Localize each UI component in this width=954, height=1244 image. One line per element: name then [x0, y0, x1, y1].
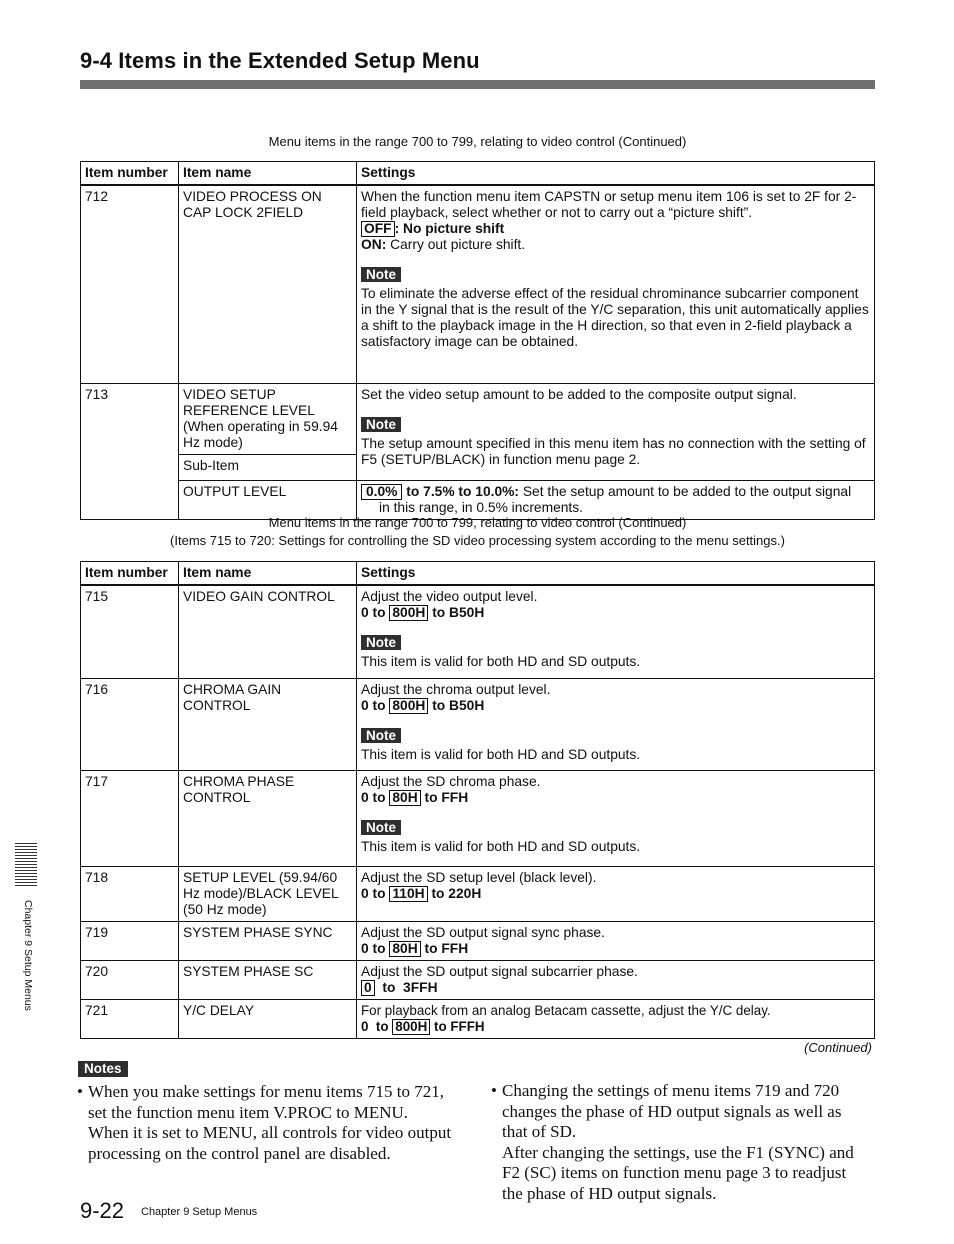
item-number: 718 — [81, 866, 179, 921]
note-tag: Note — [361, 820, 401, 835]
range-end: to FFH — [420, 940, 469, 956]
item-number: 720 — [81, 960, 179, 999]
item-settings — [357, 185, 875, 383]
item-number: 716 — [81, 678, 179, 770]
note-line: When you make settings for menu items 715 to 721, — [88, 1082, 444, 1101]
settings-description: Adjust the SD output signal subcarrier phase. — [361, 963, 638, 979]
settings-description: When the function menu item CAPSTN or setup menu item 106 is set to 2F for 2-field playback, select whether or not to carry out a “picture shift”. — [361, 189, 857, 220]
range-description: Set the setup amount to be added to the output signal — [519, 483, 852, 499]
table-row — [81, 678, 875, 770]
chapter-thumb-tab — [15, 843, 37, 888]
item-number: 715 — [81, 585, 179, 678]
option-on-text: Carry out picture shift. — [386, 237, 526, 252]
range-description-continued: in this range, in 0.5% increments. — [379, 499, 583, 515]
settings-description: Adjust the video output level. — [361, 589, 538, 604]
side-chapter-label: Chapter 9 Setup Menus — [22, 900, 34, 1011]
notes-tag: Notes — [78, 1061, 128, 1077]
note-text: To eliminate the adverse effect of the residual chrominance subcarrier component in the Y signal that is the result of the Y/C separation, this unit automatically applies a shift to the playback image in the H direction, so that even in 2-field playback a satisfactory image can be obtained. — [361, 286, 869, 349]
item-settings — [357, 770, 875, 866]
table-row — [81, 383, 875, 454]
item-name: SYSTEM PHASE SYNC — [179, 921, 357, 960]
note-line: When it is set to MENU, all controls for video output — [88, 1123, 452, 1142]
item-name: SYSTEM PHASE SC — [179, 960, 357, 999]
value-range — [361, 790, 870, 806]
settings-description: Set the video setup amount to be added to the composite output signal. — [361, 386, 797, 402]
default-value-box: 800H — [392, 1019, 430, 1035]
option-off — [361, 221, 870, 237]
option-on-label: ON: — [361, 237, 387, 252]
table-header-row — [81, 162, 875, 186]
settings-description: For playback from an analog Betacam cassette, adjust the Y/C delay. — [361, 1002, 771, 1018]
range-start: 0 to — [361, 1018, 393, 1034]
range-end: to 220H — [427, 885, 482, 901]
note-tag: Note — [361, 635, 401, 650]
table-row — [81, 960, 875, 999]
list-item — [77, 1082, 467, 1164]
table-row — [81, 921, 875, 960]
header-item-name: Item name — [179, 162, 357, 186]
value-range — [361, 605, 870, 621]
item-name: Y/C DELAY — [179, 999, 357, 1038]
note-text: This item is valid for both HD and SD outputs. — [361, 838, 641, 854]
table-header-row — [81, 562, 875, 586]
footer-chapter-label: Chapter 9 Setup Menus — [141, 1206, 258, 1218]
range-start: 0 to — [361, 697, 390, 713]
range-start: 0 to — [361, 885, 390, 901]
header-item-number: Item number — [81, 562, 179, 586]
item-settings — [357, 960, 875, 999]
value-range — [361, 1019, 870, 1035]
header-settings: Settings — [357, 562, 875, 586]
range-end: to FFH — [420, 789, 469, 805]
note-text: This item is valid for both HD and SD outputs. — [361, 746, 641, 762]
sub-item-label: Sub-Item — [179, 454, 357, 480]
value-range — [361, 980, 870, 996]
item-name: CHROMA PHASE CONTROL — [179, 770, 357, 866]
item-number: 719 — [81, 921, 179, 960]
item-name: VIDEO SETUP REFERENCE LEVEL (When operating in 59.94 Hz mode) — [179, 383, 357, 454]
item-settings — [357, 383, 875, 480]
note-tag: Note — [361, 267, 401, 282]
note-tag: Note — [361, 728, 401, 743]
default-value-box: 800H — [389, 605, 428, 621]
note-tag: Note — [361, 417, 401, 432]
note-line: After changing the settings, use the F1 (SYNC) and — [502, 1142, 854, 1162]
value-range — [361, 698, 870, 714]
item-settings — [357, 866, 875, 921]
list-item — [491, 1081, 876, 1204]
default-value-box: 800H — [389, 698, 428, 714]
item-number: 721 — [81, 999, 179, 1038]
range-text: to 7.5% to 10.0%: — [402, 483, 519, 499]
table-row — [81, 185, 875, 383]
notes-left-column — [77, 1082, 467, 1164]
range-end: to 3FFH — [374, 979, 438, 995]
item-settings — [357, 585, 875, 678]
option-off-text: : No picture shift — [394, 221, 505, 236]
table1-caption: Menu items in the range 700 to 799, relating to video control (Continued) — [268, 134, 687, 149]
range-end: to B50H — [428, 697, 485, 713]
table-row — [81, 585, 875, 678]
item-number: 713 — [81, 383, 179, 519]
default-value-box: 0 — [361, 980, 375, 996]
item-number: 712 — [81, 185, 179, 383]
value-range — [361, 941, 870, 957]
output-level-range — [361, 484, 870, 500]
default-value-box: 110H — [389, 886, 427, 902]
note-text: This item is valid for both HD and SD outputs. — [361, 654, 641, 669]
table-row — [81, 999, 875, 1038]
value-range — [361, 886, 870, 902]
notes-right-column — [491, 1081, 876, 1204]
default-value-box: 80H — [389, 941, 420, 957]
sub-item-name: OUTPUT LEVEL — [179, 480, 357, 519]
table-row — [81, 866, 875, 921]
item-name: CHROMA GAIN CONTROL — [179, 678, 357, 770]
note-line: Changing the settings of menu items 719 and 720 — [502, 1081, 840, 1100]
note-line: that of SD. — [502, 1122, 577, 1141]
page-number: 9-22 — [80, 1198, 125, 1223]
item-settings — [357, 921, 875, 960]
item-settings — [357, 999, 875, 1038]
note-line: set the function menu item V.PROC to MENU. — [88, 1102, 409, 1122]
header-item-name: Item name — [179, 562, 357, 586]
header-item-number: Item number — [81, 162, 179, 186]
range-end: to B50H — [428, 605, 485, 620]
header-settings: Settings — [357, 162, 875, 186]
item-number: 717 — [81, 770, 179, 866]
table-items-715-721 — [80, 561, 875, 1039]
range-start: 0 to — [361, 605, 390, 620]
default-value-box: OFF — [361, 221, 395, 237]
range-start: 0 to — [361, 940, 390, 956]
default-value-box: 80H — [389, 790, 420, 806]
note-line: processing on the control panel are disabled. — [88, 1143, 391, 1163]
table2-subcaption: (Items 715 to 720: Settings for controlling the SD video processing system according to the menu settings.) — [170, 533, 785, 548]
page-title: 9-4 Items in the Extended Setup Menu — [80, 48, 480, 73]
item-name: VIDEO PROCESS ON CAP LOCK 2FIELD — [179, 185, 357, 383]
note-text: The setup amount specified in this menu item has no connection with the setting of F5 (SETUP/BLACK) in function menu page 2. — [361, 435, 866, 467]
range-start: 0 to — [361, 789, 390, 805]
note-line: changes the phase of HD output signals as well as — [502, 1101, 842, 1121]
bullet-glyph: • — [491, 1081, 497, 1100]
default-value-box: 0.0% — [361, 484, 402, 500]
item-name: SETUP LEVEL (59.94/60 Hz mode)/BLACK LEVEL (50 Hz mode) — [179, 866, 357, 921]
table2-caption: Menu items in the range 700 to 799, relating to video control (Continued) — [268, 515, 687, 530]
settings-description: Adjust the SD setup level (black level). — [361, 869, 597, 885]
note-line: the phase of HD output signals. — [502, 1183, 717, 1203]
continued-label: (Continued) — [804, 1040, 872, 1055]
bullet-glyph: • — [77, 1082, 83, 1101]
table-items-712-713 — [80, 161, 875, 520]
item-settings — [357, 678, 875, 770]
settings-description: Adjust the chroma output level. — [361, 681, 551, 697]
item-name: VIDEO GAIN CONTROL — [179, 585, 357, 678]
title-rule — [80, 80, 875, 89]
note-line: F2 (SC) items on function menu page 3 to readjust — [502, 1163, 847, 1182]
option-on — [361, 237, 870, 253]
range-end: to FFFH — [430, 1018, 485, 1034]
settings-description: Adjust the SD output signal sync phase. — [361, 924, 605, 940]
settings-description: Adjust the SD chroma phase. — [361, 773, 541, 789]
table-row — [81, 770, 875, 866]
